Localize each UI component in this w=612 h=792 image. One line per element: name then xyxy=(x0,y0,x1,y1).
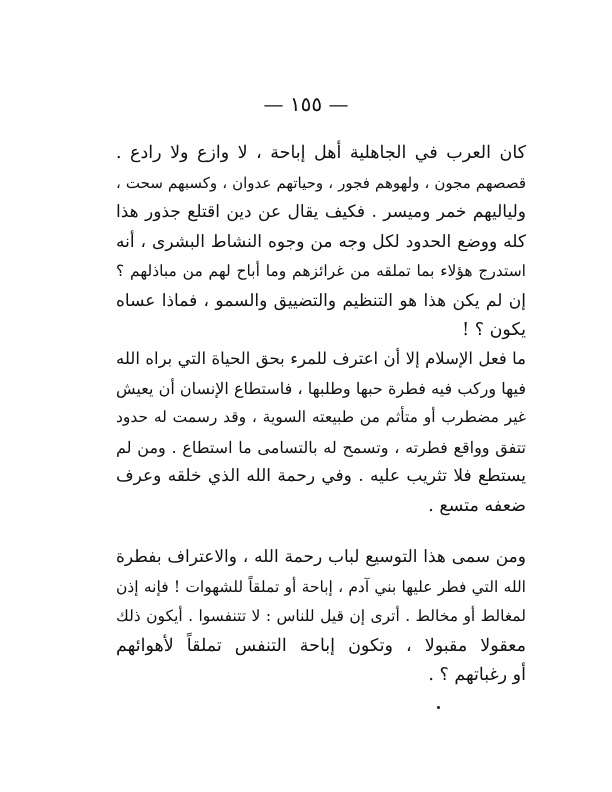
ink-speck xyxy=(437,706,440,709)
text-line: كان العرب في الجاهلية أهل إباحة ، لا وازع ولا رادع . xyxy=(116,143,526,163)
text-line: الله التي فطر عليها بني آدم ، إباحة أو تملقاً للشهوات ! فإنه إذن xyxy=(116,577,526,596)
text-line: غير مضطرب أو متأثم من طبيعته السوية ، وقد رسمت له حدود xyxy=(116,408,526,426)
paragraph-3 xyxy=(116,543,526,691)
text-line: فيها وركب فيه فطرة حبها وطلبها ، فاستطاع الإنسان أن يعيش xyxy=(116,378,526,398)
text-line: ولياليهم خمر وميسر . فكيف يقال عن دين اقتلع جذور هذا xyxy=(116,202,526,222)
text-line: إن لم يكن هذا هو التنظيم والتضييق والسمو ، فماذا عساه xyxy=(116,290,526,311)
text-line: يستطع فلا تثريب عليه . وفي رحمة الله الذي خلقه وعرف xyxy=(116,466,526,486)
text-line: يكون ؟ ! xyxy=(462,320,526,340)
page-number: — ١٥٥ — xyxy=(263,92,349,116)
text-line: أو رغباتهم ؟ . xyxy=(428,665,526,685)
text-line: ما فعل الإسلام إلا أن اعترف للمرء بحق الحياة التي براه الله xyxy=(116,349,526,368)
paragraph-2 xyxy=(116,344,526,521)
text-line: كله ووضع الحدود لكل وجه من وجوه النشاط البشرى ، أنه xyxy=(116,231,526,252)
text-line: تتفق وواقع فطرته ، وتسمح له بالتسامى ما استطاع . ومن لم xyxy=(116,437,526,457)
text-line: استدرج هؤلاء بما تملقه من غرائزهم وما أباح لهم من مباذلهم ؟ xyxy=(116,262,526,280)
paragraph-1 xyxy=(116,139,526,346)
text-line: ومن سمى هذا التوسيع لباب رحمة الله ، والاعتراف بفطرة xyxy=(116,547,526,567)
text-line: لمغالط أو مخالط . أترى إن قيل للناس : لا تتنفسوا . أيكون ذلك xyxy=(116,607,526,625)
text-line: ضعفه متسع . xyxy=(428,495,526,516)
text-line: معقولا مقبولا ، وتكون إباحة التنفس تملقاً لأهوائهم xyxy=(116,635,526,656)
text-line: قصصهم مجون ، ولهوهم فجور ، وحياتهم عدوان ، وكسبهم سحت ، xyxy=(116,173,526,192)
